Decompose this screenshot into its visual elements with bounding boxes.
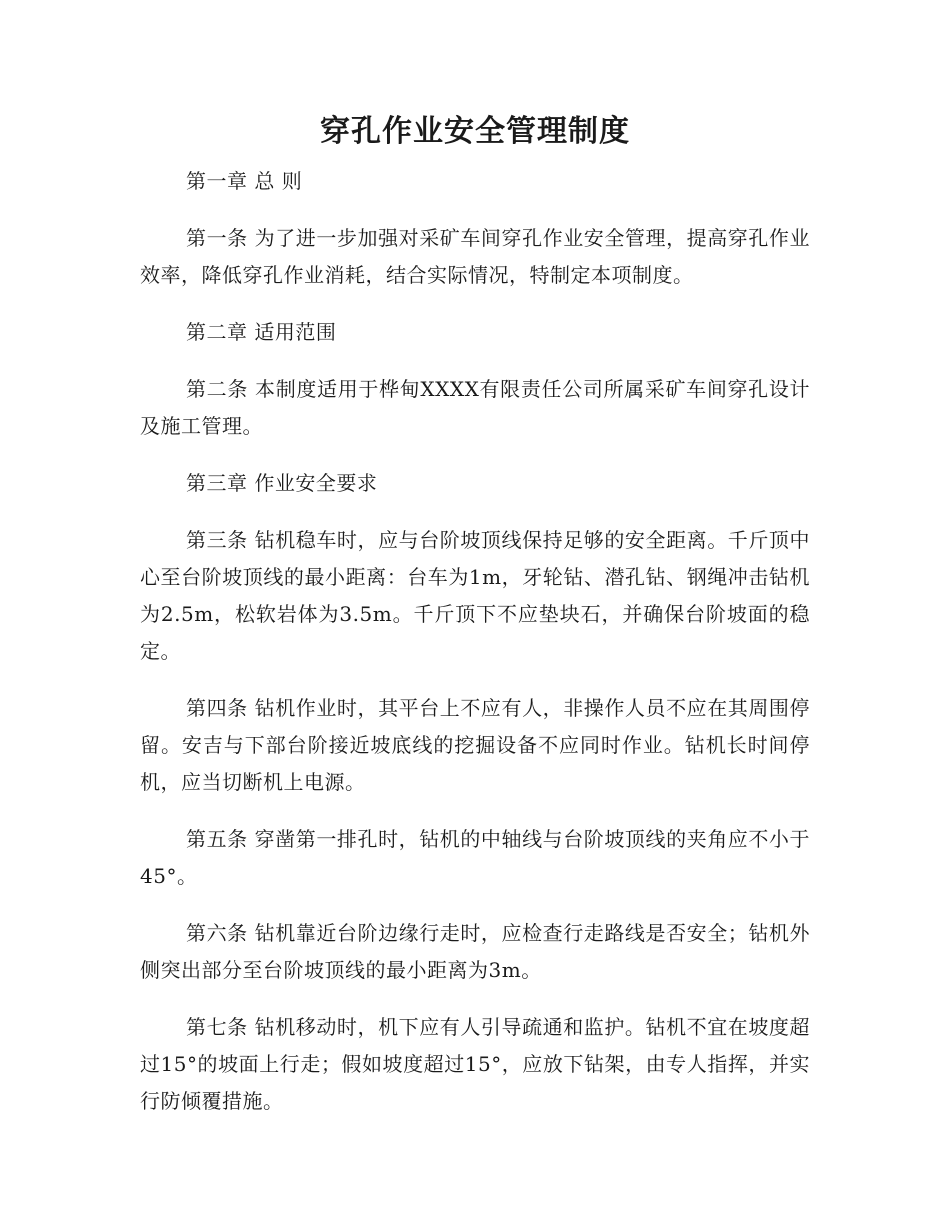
chapter-heading-3: 第三章 作业安全要求 (186, 471, 378, 495)
article-3: 第三条 钻机稳车时，应与台阶坡顶线保持足够的安全距离。千斤顶中心至台阶坡顶线的最小距离：台车为1m，牙轮钻、潜孔钻、钢绳冲击钻机为2.5m，松软岩体为3.5m。千斤顶下不应垫块石，并确保台阶坡面的稳定。 (140, 528, 810, 663)
chapter-heading-2: 第二章 适用范围 (186, 320, 337, 344)
article-1: 第一条 为了进一步加强对采矿车间穿孔作业安全管理，提高穿孔作业效率，降低穿孔作业消耗，结合实际情况，特制定本项制度。 (140, 226, 810, 287)
document-title: 穿孔作业安全管理制度 (320, 114, 630, 149)
article-2: 第二条 本制度适用于桦甸XXXX有限责任公司所属采矿车间穿孔设计及施工管理。 (140, 377, 810, 438)
article-7: 第七条 钻机移动时，机下应有人引导疏通和监护。钻机不宜在坡度超过15°的坡面上行走；假如坡度超过15°，应放下钻架，由专人指挥，并实行防倾覆措施。 (140, 1015, 810, 1113)
chapter-heading-1: 第一章 总 则 (186, 169, 303, 193)
article-5: 第五条 穿凿第一排孔时，钻机的中轴线与台阶坡顶线的夹角应不小于45°。 (140, 827, 810, 888)
document-body (140, 163, 810, 1140)
article-6: 第六条 钻机靠近台阶边缘行走时，应检查行走路线是否安全；钻机外侧突出部分至台阶坡顶线的最小距离为3m。 (140, 921, 810, 982)
article-4: 第四条 钻机作业时，其平台上不应有人，非操作人员不应在其周围停留。安吉与下部台阶接近坡底线的挖掘设备不应同时作业。钻机长时间停机，应当切断机上电源。 (140, 696, 810, 794)
